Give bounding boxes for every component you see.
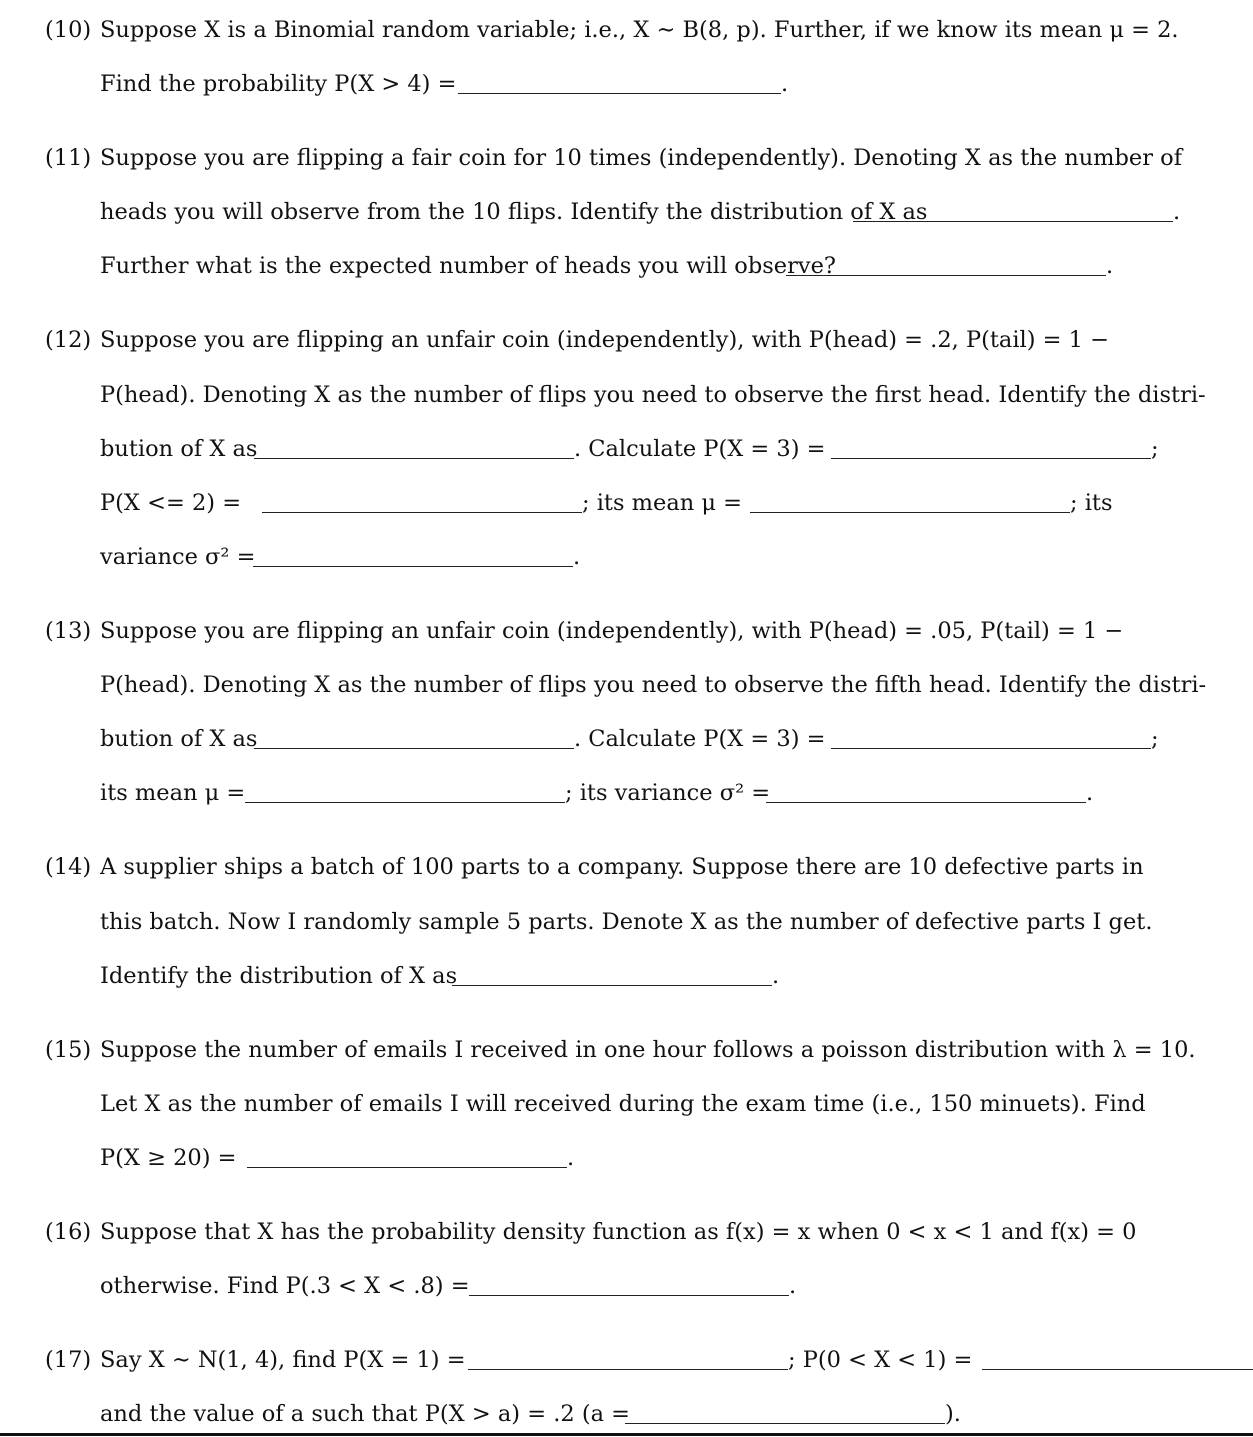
question-text: Let X as the number of emails I will received during the exam time (i.e., 150 minuets). Find bbox=[100, 1091, 1146, 1117]
line-ending: . bbox=[789, 1273, 797, 1299]
question-number: (13) bbox=[45, 618, 92, 644]
question-text: Suppose that X has the probability density function as f(x) = x when 0 < x < 1 and f(x) = 0 bbox=[100, 1219, 1137, 1245]
question-text: . Calculate P(X = 3) = bbox=[574, 436, 826, 462]
page-bottom-rule bbox=[0, 1433, 1253, 1436]
question-text: P(head). Denoting X as the number of flips you need to observe the first head. Identify the distri- bbox=[100, 382, 1206, 408]
question-text: Further what is the expected number of heads you will observe? bbox=[100, 253, 836, 279]
question-number: (14) bbox=[45, 854, 92, 880]
question-text: its mean μ = bbox=[100, 780, 246, 806]
answer-blank[interactable] bbox=[625, 1423, 945, 1424]
answer-blank[interactable] bbox=[469, 1295, 789, 1296]
question-text: variance σ² = bbox=[100, 544, 256, 570]
question-text: ; its mean μ = bbox=[582, 490, 743, 516]
answer-blank[interactable] bbox=[254, 748, 574, 749]
answer-blank[interactable] bbox=[458, 93, 781, 94]
question-text: . Calculate P(X = 3) = bbox=[574, 726, 826, 752]
answer-blank[interactable] bbox=[766, 802, 1086, 803]
question-text: Suppose you are flipping an unfair coin (independently), with P(head) = .05, P(tail) = 1 − bbox=[100, 618, 1124, 644]
question-text: and the value of a such that P(X > a) = .2 (a = bbox=[100, 1401, 631, 1427]
question-text: Suppose you are flipping an unfair coin (independently), with P(head) = .2, P(tail) = 1 − bbox=[100, 327, 1109, 353]
question-number: (12) bbox=[45, 327, 92, 353]
question-text: bution of X as bbox=[100, 436, 258, 462]
answer-blank[interactable] bbox=[247, 1167, 567, 1168]
answer-blank[interactable] bbox=[254, 458, 574, 459]
answer-blank[interactable] bbox=[750, 512, 1070, 513]
answer-blank[interactable] bbox=[831, 458, 1151, 459]
question-text: Say X ∼ N(1, 4), find P(X = 1) = bbox=[100, 1347, 466, 1373]
line-ending: . bbox=[1086, 780, 1094, 806]
question-text: this batch. Now I randomly sample 5 parts. Denote X as the number of defective parts I get. bbox=[100, 909, 1153, 935]
question-text: otherwise. Find P(.3 < X < .8) = bbox=[100, 1273, 470, 1299]
answer-blank[interactable] bbox=[262, 512, 582, 513]
question-number: (10) bbox=[45, 17, 92, 43]
question-text: ; its bbox=[1070, 490, 1113, 516]
line-ending: ; bbox=[1151, 436, 1159, 462]
answer-blank[interactable] bbox=[253, 566, 573, 567]
line-ending: . bbox=[1106, 253, 1114, 279]
question-text: heads you will observe from the 10 flips. Identify the distribution of X as bbox=[100, 199, 928, 225]
question-text: Identify the distribution of X as bbox=[100, 963, 458, 989]
question-text: ; its variance σ² = bbox=[565, 780, 771, 806]
question-text: Find the probability P(X > 4) = bbox=[100, 71, 457, 97]
answer-blank[interactable] bbox=[853, 221, 1173, 222]
answer-blank[interactable] bbox=[786, 275, 1106, 276]
question-number: (16) bbox=[45, 1219, 92, 1245]
question-text: A supplier ships a batch of 100 parts to a company. Suppose there are 10 defective parts in bbox=[100, 854, 1144, 880]
question-number: (11) bbox=[45, 145, 92, 171]
line-ending: . bbox=[781, 71, 789, 97]
question-text: P(X ≥ 20) = bbox=[100, 1145, 237, 1171]
line-ending: . bbox=[573, 544, 581, 570]
answer-blank[interactable] bbox=[245, 802, 565, 803]
question-number: (17) bbox=[45, 1347, 92, 1373]
line-ending: . bbox=[567, 1145, 575, 1171]
answer-blank[interactable] bbox=[982, 1369, 1253, 1370]
line-ending: . bbox=[772, 963, 780, 989]
question-text: Suppose the number of emails I received in one hour follows a poisson distribution with λ = 10. bbox=[100, 1037, 1196, 1063]
question-number: (15) bbox=[45, 1037, 92, 1063]
answer-blank[interactable] bbox=[831, 748, 1151, 749]
line-ending: . bbox=[1173, 199, 1181, 225]
line-ending: ). bbox=[945, 1401, 961, 1427]
question-text: ; P(0 < X < 1) = bbox=[788, 1347, 973, 1373]
question-text: P(head). Denoting X as the number of flips you need to observe the fifth head. Identify the distri- bbox=[100, 672, 1207, 698]
line-ending: ; bbox=[1151, 726, 1159, 752]
question-text: Suppose you are flipping a fair coin for 10 times (independently). Denoting X as the number of bbox=[100, 145, 1183, 171]
answer-blank[interactable] bbox=[452, 985, 772, 986]
answer-blank[interactable] bbox=[468, 1369, 788, 1370]
question-text: bution of X as bbox=[100, 726, 258, 752]
question-text: P(X <= 2) = bbox=[100, 490, 242, 516]
question-text: Suppose X is a Binomial random variable; i.e., X ∼ B(8, p). Further, if we know its mean μ = 2. bbox=[100, 17, 1179, 43]
